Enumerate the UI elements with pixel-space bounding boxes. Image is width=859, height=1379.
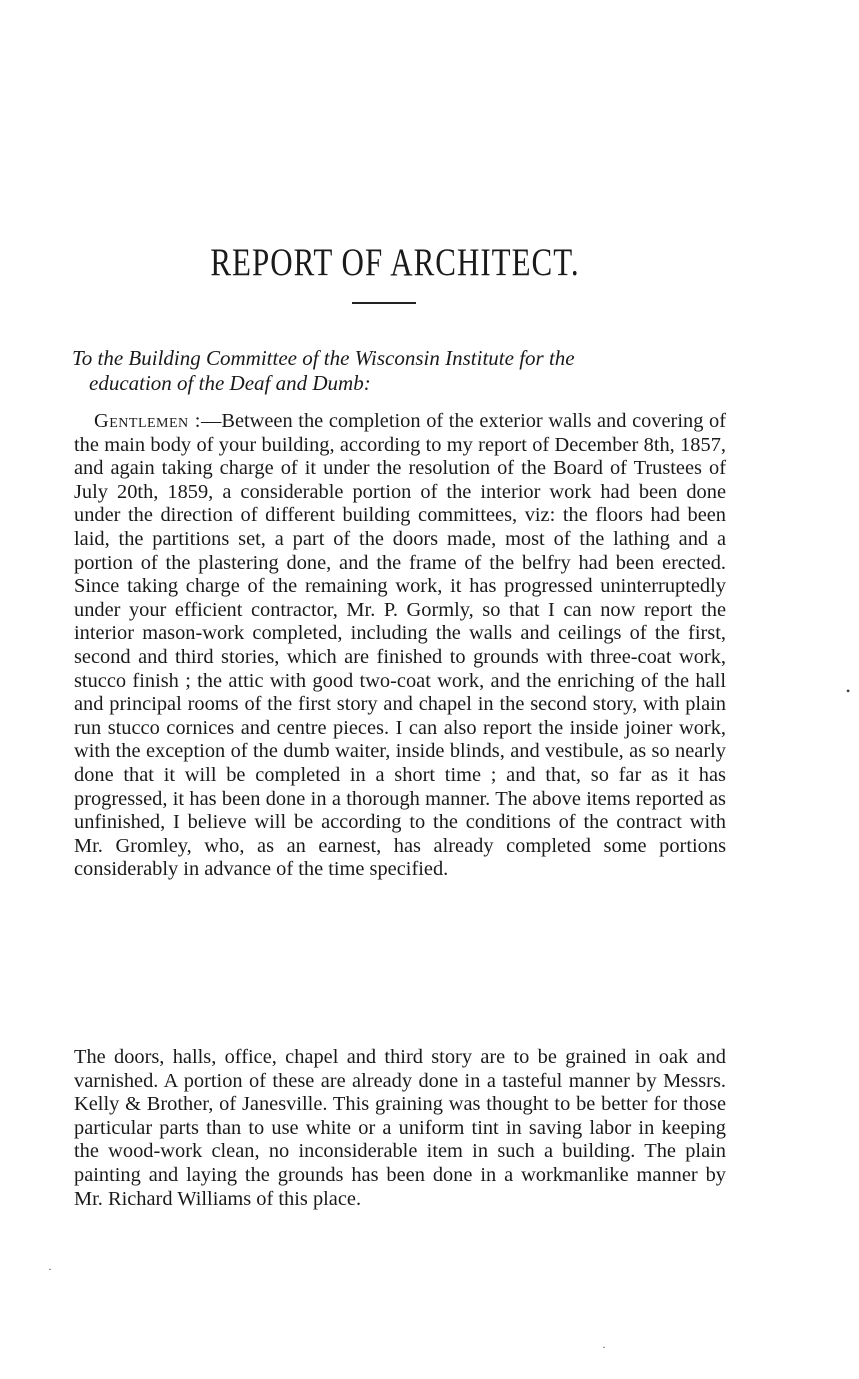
address-line-1: To the Building Committee of the Wisconsin Institute for the [72,346,575,370]
body-paragraph-1 [74,410,726,882]
address-block [72,346,724,396]
paragraph-1-text: —Between the completion of the exterior walls and covering of the main body of your building, according to my report of December 8th, 1857, and again taking charge of it under the resolution of the Board of Trustees of July 20th, 1859, a considerable portion of the interior work had been done under the direction of different building committees, viz: the floors had been laid, the partitions set, a part of the doors made, most of the lathing and a portion of the plastering done, and the frame of the belfry had been erected. Since taking charge of the remaining work, it has progressed uninterruptedly under your efficient contractor, Mr. P. Gormly, so that I can now report the interior mason-work completed, including the walls and ceilings of the first, second and third stories, which are finished to grounds with three-coat work, stucco finish ; the attic with good two-coat work, and the enriching of the hall and principal rooms of the first story and chapel in the second story, with plain run stucco cornices and centre pieces. I can also report the inside joiner work, with the exception of the dumb waiter, inside blinds, and vestibule, as so nearly done that it will be completed in a short time ; and that, so far as it has progressed, it has been done in a thorough manner. The above items reported as unfinished, I believe will be according to the conditions of the contract with Mr. Gromley, who, as an earnest, has already completed some portions considerably in advance of the time specified. [74,410,727,881]
address-line-2: education of the Deaf and Dumb: [89,371,371,395]
ink-speck: • [846,684,851,698]
ink-speck: · [48,1262,52,1276]
salutation: Gentlemen : [94,410,201,432]
ink-speck: · [602,1340,606,1354]
title-divider [352,302,416,304]
page-title: REPORT OF ARCHITECT. [210,240,580,284]
body-paragraph-2: The doors, halls, office, chapel and third story are to be grained in oak and varnished. A portion of these are already done in a tasteful manner by Messrs. Kelly & Brother, of Janesville. This graining was thought to be better for those particular parts than to use white or a uniform tint in saving labor in keeping the wood-work clean, no inconsiderable item in such a building. The plain painting and laying the grounds has been done in a workmanlike manner by Mr. Richard Williams of this place. [74,1046,726,1210]
bleed-through-text [180,145,183,161]
